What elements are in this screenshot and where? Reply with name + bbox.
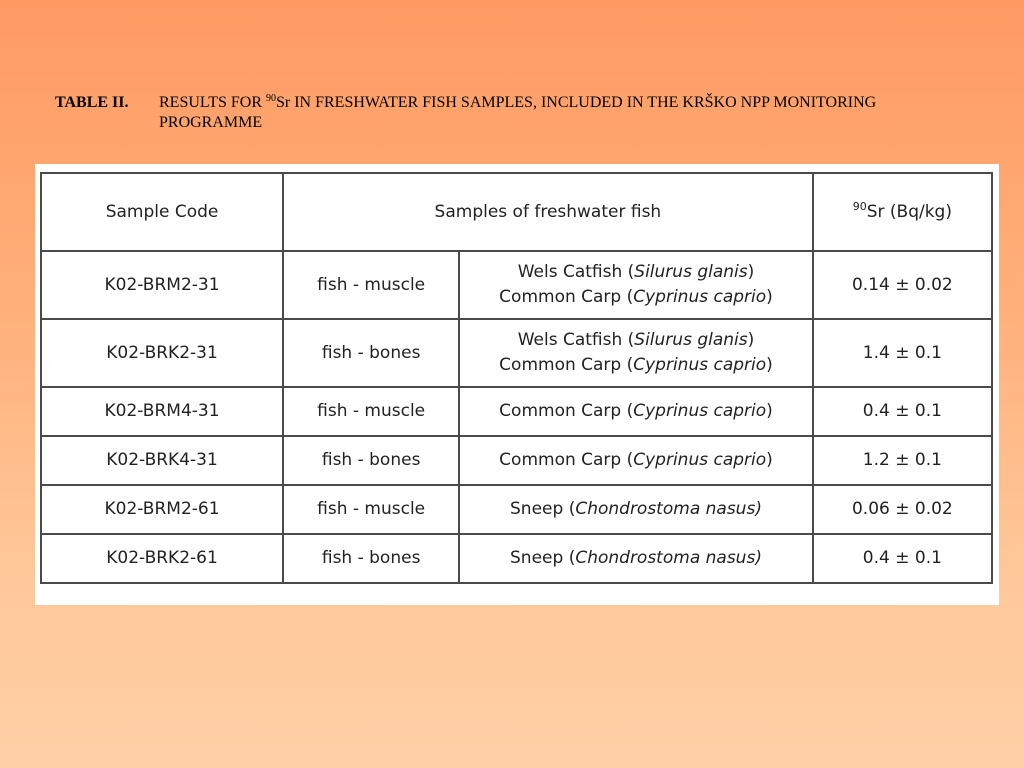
species-latin-name: Silurus glanis bbox=[634, 330, 748, 350]
species-cell bbox=[459, 436, 812, 485]
species-latin-name: Silurus glanis bbox=[634, 262, 748, 282]
activity-value-cell: 1.4 ± 0.1 bbox=[813, 319, 992, 387]
species-line bbox=[466, 399, 805, 424]
table-title bbox=[159, 93, 949, 133]
table-row bbox=[41, 387, 992, 436]
table-row bbox=[41, 534, 992, 583]
header-result-unit: Sr (Bq/kg) bbox=[866, 201, 952, 222]
sample-code-cell: K02-BRK4-31 bbox=[41, 436, 283, 485]
table-header-row bbox=[41, 173, 992, 251]
table-row bbox=[41, 485, 992, 534]
sample-code-cell: K02-BRM2-61 bbox=[41, 485, 283, 534]
species-cell bbox=[459, 534, 812, 583]
species-line bbox=[466, 328, 805, 353]
sample-code-cell: K02-BRK2-61 bbox=[41, 534, 283, 583]
species-common-name: Sneep ( bbox=[510, 548, 576, 568]
title-prefix: RESULTS FOR bbox=[159, 94, 266, 111]
header-samples: Samples of freshwater fish bbox=[283, 173, 813, 251]
activity-value-cell: 0.4 ± 0.1 bbox=[813, 387, 992, 436]
results-table bbox=[40, 172, 993, 584]
table-row bbox=[41, 436, 992, 485]
species-common-name: Sneep ( bbox=[510, 499, 576, 519]
species-common-name: Wels Catfish ( bbox=[517, 262, 635, 282]
species-line bbox=[466, 353, 805, 378]
species-latin-name: Cyprinus caprio bbox=[633, 355, 767, 375]
species-latin-name: Cyprinus caprio bbox=[633, 401, 767, 421]
activity-value-cell: 0.14 ± 0.02 bbox=[813, 251, 992, 319]
species-latin-name: Chondrostoma nasus) bbox=[575, 499, 762, 519]
species-cell bbox=[459, 319, 812, 387]
species-common-name: Common Carp ( bbox=[499, 355, 634, 375]
species-common-name: Common Carp ( bbox=[499, 287, 634, 307]
table-label: TABLE II. bbox=[55, 94, 129, 111]
results-table-panel bbox=[35, 164, 999, 605]
title-main: Sr IN FRESHWATER FISH SAMPLES, INCLUDED IN THE KRŠKO NPP MONITORING PROGRAMME bbox=[159, 94, 877, 131]
species-line bbox=[466, 285, 805, 310]
species-close-paren: ) bbox=[766, 287, 773, 307]
tissue-cell: fish - muscle bbox=[283, 485, 459, 534]
sample-code-cell: K02-BRM4-31 bbox=[41, 387, 283, 436]
species-cell bbox=[459, 485, 812, 534]
species-line bbox=[466, 546, 805, 571]
tissue-cell: fish - muscle bbox=[283, 251, 459, 319]
isotope-mass-number: 90 bbox=[266, 93, 276, 104]
activity-value-cell: 0.06 ± 0.02 bbox=[813, 485, 992, 534]
species-line bbox=[466, 448, 805, 473]
species-line bbox=[466, 260, 805, 285]
table-row bbox=[41, 319, 992, 387]
species-close-paren: ) bbox=[747, 262, 755, 282]
species-close-paren: ) bbox=[766, 401, 773, 421]
species-cell bbox=[459, 251, 812, 319]
species-latin-name: Cyprinus caprio bbox=[633, 450, 767, 470]
species-line bbox=[466, 497, 805, 522]
header-result bbox=[813, 173, 992, 251]
species-common-name: Common Carp ( bbox=[499, 450, 634, 470]
table-body bbox=[41, 251, 992, 583]
tissue-cell: fish - muscle bbox=[283, 387, 459, 436]
tissue-cell: fish - bones bbox=[283, 319, 459, 387]
tissue-cell: fish - bones bbox=[283, 534, 459, 583]
species-common-name: Wels Catfish ( bbox=[517, 330, 635, 350]
activity-value-cell: 0.4 ± 0.1 bbox=[813, 534, 992, 583]
species-common-name: Common Carp ( bbox=[499, 401, 634, 421]
table-row bbox=[41, 251, 992, 319]
sample-code-cell: K02-BRK2-31 bbox=[41, 319, 283, 387]
species-close-paren: ) bbox=[766, 450, 773, 470]
species-close-paren: ) bbox=[747, 330, 755, 350]
activity-value-cell: 1.2 ± 0.1 bbox=[813, 436, 992, 485]
tissue-cell: fish - bones bbox=[283, 436, 459, 485]
species-latin-name: Chondrostoma nasus) bbox=[575, 548, 762, 568]
sample-code-cell: K02-BRM2-31 bbox=[41, 251, 283, 319]
header-sample-code: Sample Code bbox=[41, 173, 283, 251]
species-close-paren: ) bbox=[766, 355, 773, 375]
species-cell bbox=[459, 387, 812, 436]
species-latin-name: Cyprinus caprio bbox=[633, 287, 767, 307]
header-isotope-mass: 90 bbox=[852, 199, 867, 213]
